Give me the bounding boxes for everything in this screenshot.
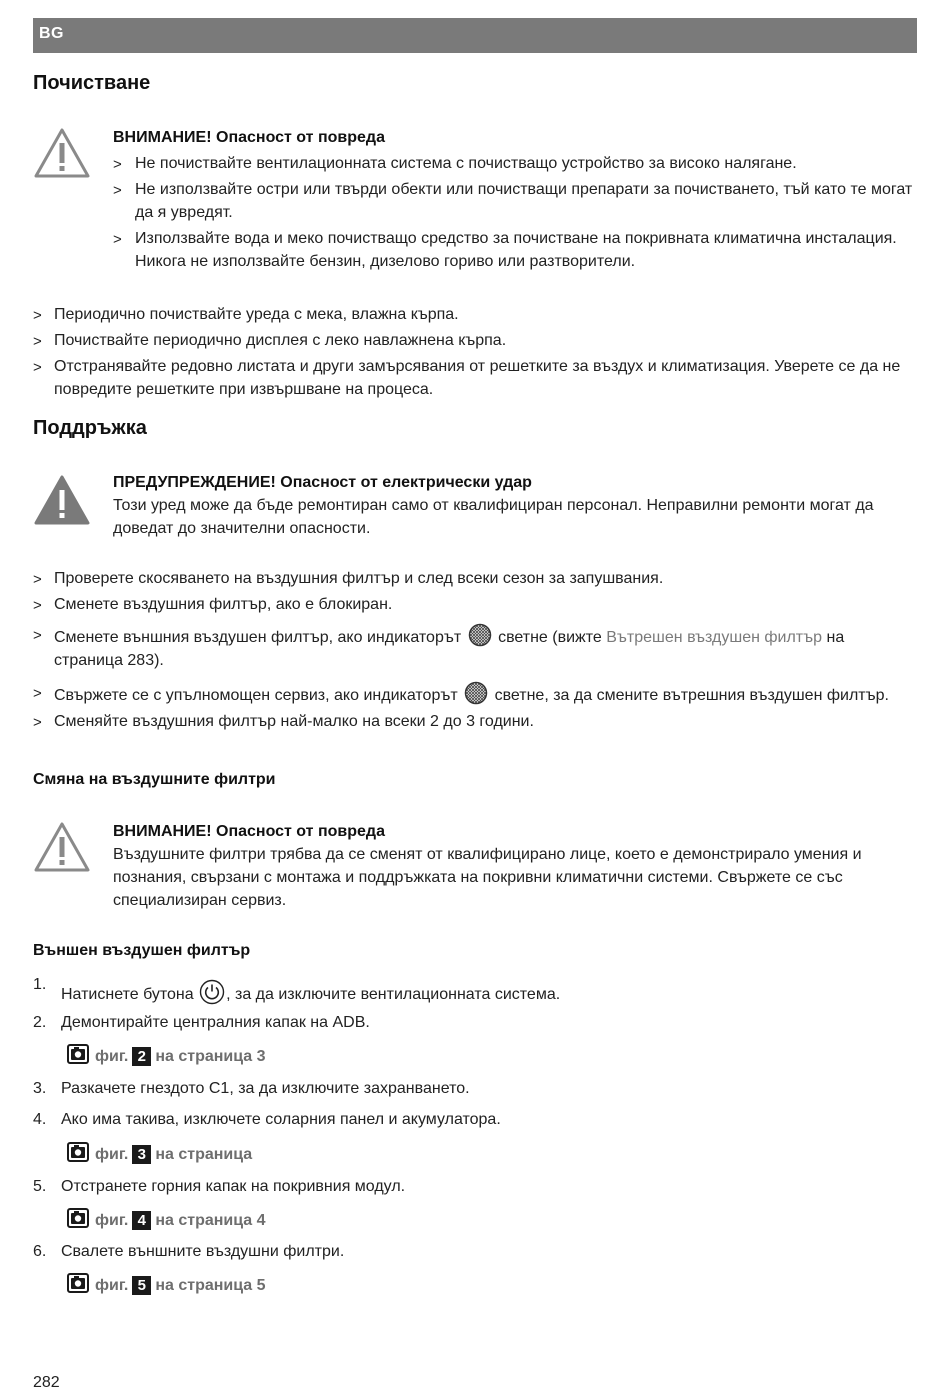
figure-label: фиг.	[95, 1277, 129, 1294]
figure-number: 2	[132, 1047, 151, 1066]
figure-reference[interactable]	[67, 1142, 252, 1166]
figure-page: на страница 4	[155, 1212, 266, 1229]
filter-indicator-icon	[464, 681, 488, 705]
filters-heading: Смяна на въздушните филтри	[33, 771, 276, 788]
figure-label: фиг.	[95, 1048, 129, 1065]
item-text: светне, за да смените вътрешния въздушен филтър.	[494, 687, 889, 704]
cross-reference-link[interactable]: Вътрешен въздушен филтър	[606, 629, 823, 646]
step-text: Свалете външните въздушни филтри.	[61, 1243, 345, 1260]
list-item	[33, 623, 917, 672]
electric-warning-triangle-icon	[33, 474, 91, 526]
warning-text: Този уред може да бъде ремонтиран само от квалифициран персонал. Неправилни ремонти могат да доведат до значителни опасности.	[113, 497, 874, 537]
cleaning-heading: Почистване	[33, 72, 151, 94]
figure-number: 5	[132, 1276, 151, 1295]
warning-triangle-icon	[33, 127, 91, 179]
warning-item: > Не използвайте остри или твърди обекти или почистващи препарати за почистването, тъй като те могат да я увредят.	[113, 178, 917, 224]
camera-icon	[67, 1273, 89, 1293]
step-number: 2.	[33, 1014, 47, 1031]
step-number: 5.	[33, 1178, 47, 1195]
cleaning-list	[33, 303, 917, 404]
step-number: 1.	[33, 976, 47, 993]
step-text: Натиснете бутона	[61, 986, 194, 1003]
list-item: > Сменете въздушния филтър, ако е блокиран.	[33, 593, 917, 616]
step-number: 4.	[33, 1111, 47, 1128]
figure-page: на страница 5	[155, 1277, 266, 1294]
list-item: > Периодично почиствайте уреда с мека, влажна кърпа.	[33, 303, 917, 326]
list-item	[33, 681, 917, 707]
step-text: Разкачете гнездото C1, за да изключите захранването.	[61, 1080, 470, 1097]
figure-reference[interactable]	[67, 1044, 266, 1068]
warning-title: ПРЕДУПРЕЖДЕНИЕ! Опасност от електрически удар	[113, 474, 532, 491]
warning-text: Въздушните филтри трябва да се сменят от квалифицирано лице, което е демонстрирало умения и познания, свързани с монтажа и поддръжката на покривни климатични системи. Свържете се със специализиран сервиз.	[113, 846, 862, 909]
item-text: на страница 283).	[54, 629, 845, 669]
page-number: 282	[33, 1374, 60, 1391]
figure-page: на страница	[155, 1146, 253, 1163]
figure-label: фиг.	[95, 1212, 129, 1229]
item-text: Свържете се с упълномощен сервиз, ако индикаторът	[54, 687, 458, 704]
camera-icon	[67, 1142, 89, 1162]
camera-icon	[67, 1208, 89, 1228]
step-text: Отстранете горния капак на покривния модул.	[61, 1178, 406, 1195]
power-button-icon	[199, 979, 225, 1005]
list-item: > Отстранявайте редовно листата и други замърсявания от решетките за въздух и климатизация. Уверете се да не повредите решетките при извършване на процеса.	[33, 355, 917, 401]
warning-triangle-icon	[33, 821, 91, 873]
figure-reference[interactable]	[67, 1208, 266, 1232]
figure-label: фиг.	[95, 1146, 129, 1163]
figure-number: 3	[132, 1145, 151, 1164]
language-code: BG	[39, 25, 64, 42]
list-item: > Проверете скосяването на въздушния филтър и след всеки сезон за запушвания.	[33, 567, 917, 590]
item-text: светне (вижте	[498, 629, 602, 646]
header-bar	[33, 18, 917, 53]
item-text: Сменете външния въздушен филтър, ако индикаторът	[54, 629, 462, 646]
figure-number: 4	[132, 1211, 151, 1230]
step-text: Демонтирайте централния капак на ADB.	[61, 1014, 370, 1031]
warning-item: > Използвайте вода и меко почистващо средство за почистване на покривната климатична инсталация. Никога не използвайте бензин, дизелово гориво или разтворители.	[113, 227, 917, 273]
step-text: Ако има такива, изключете соларния панел и акумулатора.	[61, 1111, 501, 1128]
warning-title: ВНИМАНИЕ! Опасност от повреда	[113, 129, 385, 146]
list-item: > Почиствайте периодично дисплея с леко навлажнена кърпа.	[33, 329, 917, 352]
maintenance-heading: Поддръжка	[33, 417, 147, 439]
step-number: 6.	[33, 1243, 47, 1260]
camera-icon	[67, 1044, 89, 1064]
maintenance-list	[33, 567, 917, 736]
step-number: 3.	[33, 1080, 47, 1097]
warning-title: ВНИМАНИЕ! Опасност от повреда	[113, 823, 385, 840]
step-text: , за да изключите вентилационната система.	[226, 986, 561, 1003]
figure-reference[interactable]	[67, 1273, 266, 1297]
warning-item: > Не почиствайте вентилационната система с почистващо устройство за високо налягане.	[113, 152, 917, 175]
figure-page: на страница 3	[155, 1048, 266, 1065]
list-item: > Сменяйте въздушния филтър най-малко на всеки 2 до 3 години.	[33, 710, 917, 733]
external-filter-heading: Външен въздушен филтър	[33, 942, 251, 959]
filter-indicator-icon	[468, 623, 492, 647]
